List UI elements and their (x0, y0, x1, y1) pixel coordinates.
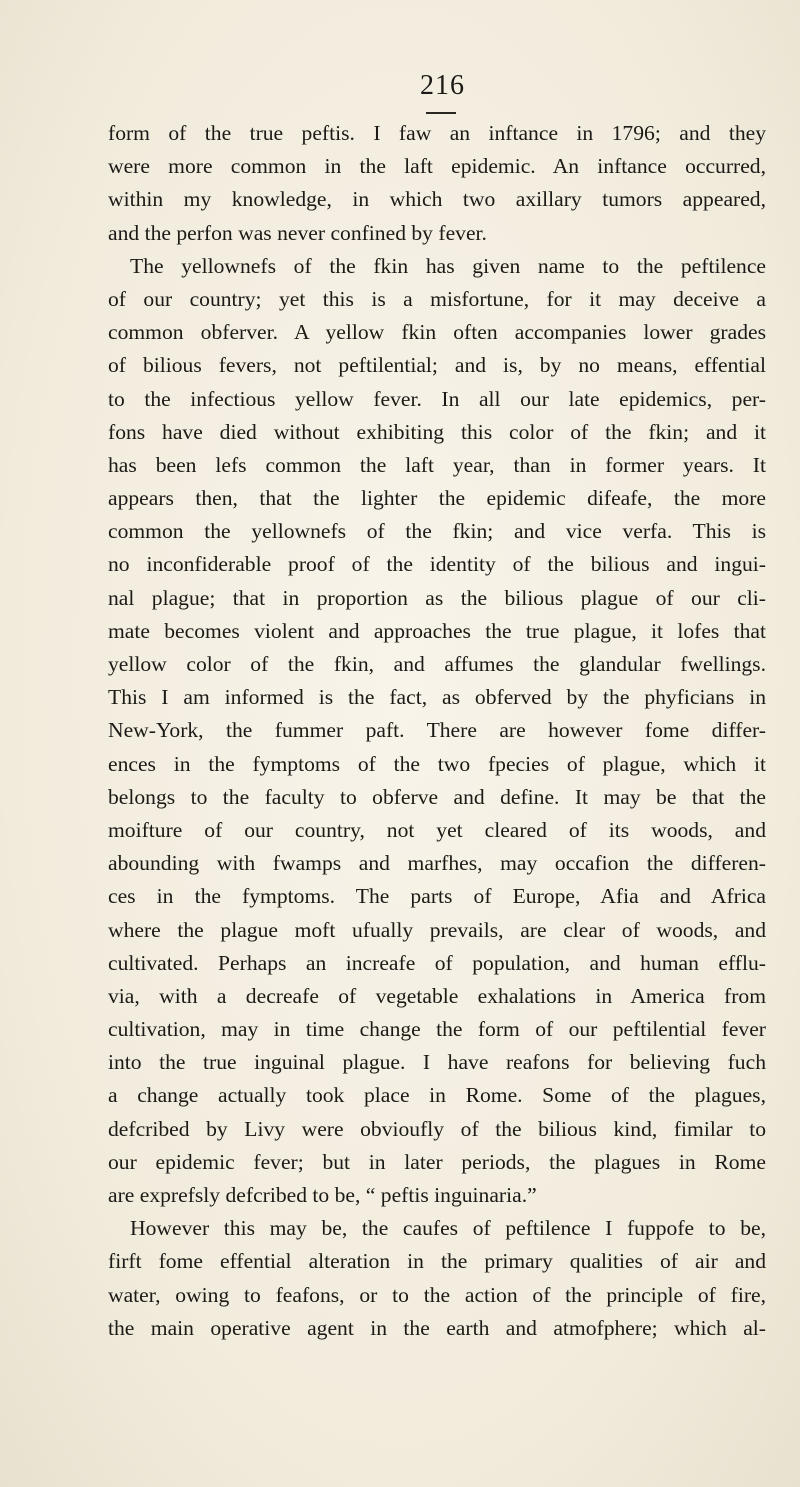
text-line: via, with a decreafe of vegetable exhalations in America from (108, 983, 766, 1008)
text-line: defcribed by Livy were obvioufly of the bilious kind, fimilar to (108, 1116, 766, 1141)
text-line: common obferver. A yellow fkin often accompanies lower grades (108, 320, 766, 345)
text-line: into the true inguinal plague. I have reafons for believing fuch (108, 1050, 766, 1075)
text-line: a change actually took place in Rome. Some of the plagues, (108, 1083, 766, 1108)
text-line: within my knowledge, in which two axillary tumors appeared, (108, 187, 766, 212)
text-line: were more common in the laft epidemic. An inftance occurred, (108, 154, 766, 179)
text-line: has been lefs common the laft year, than in former years. It (108, 452, 766, 477)
text-line: firft fome effential alteration in the primary qualities of air and (108, 1249, 766, 1274)
text-line: abounding with fwamps and marfhes, may occafion the differen- (108, 851, 766, 876)
text-line: cultivation, may in time change the form of our peftilential fever (108, 1017, 766, 1042)
body-text (108, 117, 766, 1345)
text-line: New-York, the fummer paft. There are however fome differ- (108, 718, 766, 743)
text-line: yellow color of the fkin, and affumes the glandular fwellings. (108, 652, 766, 676)
text-line: form of the true peftis. I faw an inftance in 1796; and they (108, 121, 766, 145)
text-line: nal plague; that in proportion as the bilious plague of our cli- (108, 585, 766, 610)
text-line: cultivated. Perhaps an increafe of population, and human efflu- (108, 950, 766, 975)
text-line: The yellownefs of the fkin has given name to the peftilence (130, 253, 766, 278)
text-line: no inconfiderable proof of the identity of the bilious and ingui- (108, 552, 766, 577)
text-line: fons have died without exhibiting this color of the fkin; and it (108, 419, 766, 444)
text-line: to the infectious yellow fever. In all our late epidemics, per- (108, 386, 766, 411)
text-line: However this may be, the caufes of peftilence I fuppofe to be, (130, 1216, 766, 1241)
text-line: where the plague moft ufually prevails, are clear of woods, and (108, 917, 766, 942)
text-line: mate becomes violent and approaches the true plague, it lofes that (108, 618, 766, 643)
text-line: common the yellownefs of the fkin; and vice verfa. This is (108, 519, 766, 544)
text-line: our epidemic fever; but in later periods, the plagues in Rome (108, 1149, 766, 1174)
text-line: the main operative agent in the earth and atmofphere; which al- (108, 1315, 766, 1340)
text-line: appears then, that the lighter the epidemic difeafe, the more (108, 486, 766, 511)
text-line: ces in the fymptoms. The parts of Europe, Afia and Africa (108, 884, 766, 909)
text-line: water, owing to feafons, or to the action of the principle of fire, (108, 1282, 766, 1307)
header-rule (426, 112, 456, 114)
text-line: This I am informed is the fact, as obferved by the phyficians in (108, 685, 766, 710)
text-line: moifture of our country, not yet cleared of its woods, and (108, 817, 766, 842)
text-line: of our country; yet this is a misfortune, for it may deceive a (108, 286, 766, 311)
text-line: ences in the fymptoms of the two fpecies of plague, which it (108, 751, 766, 776)
page-number: 216 (420, 70, 465, 101)
text-line: belongs to the faculty to obferve and define. It may be that the (108, 784, 766, 809)
text-line: and the perfon was never confined by fever. (108, 220, 487, 245)
text-line: of bilious fevers, not peftilential; and is, by no means, effential (108, 353, 766, 378)
text-line: are exprefsly defcribed to be, “ peftis inguinaria.” (108, 1183, 537, 1207)
